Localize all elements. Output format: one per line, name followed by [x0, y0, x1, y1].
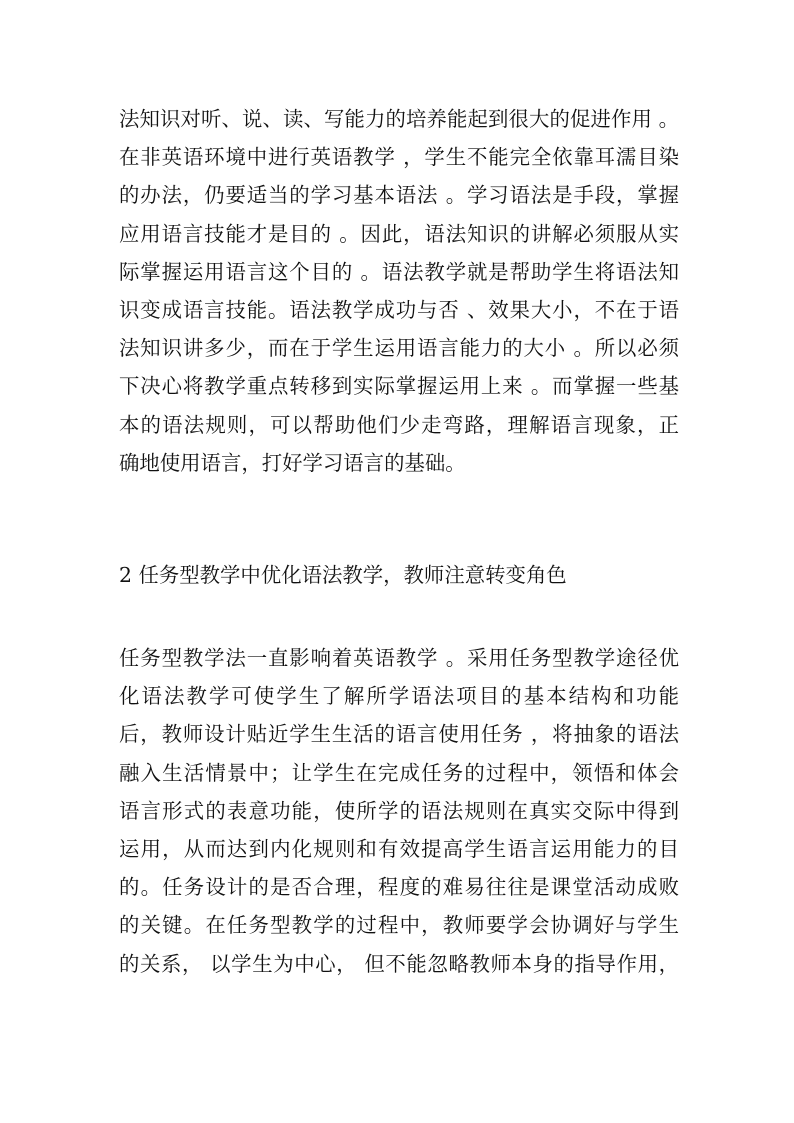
text-line: 法知识讲多少，而在于学生运用语言能力的大小 。所以必须: [119, 336, 679, 361]
section-heading: [119, 556, 679, 594]
text-line: 运用，从而达到内化规则和有效提高学生语言运用能力的目: [119, 836, 679, 861]
text-line: 的关系， 以学生为中心， 但不能忽略教师本身的指导作用，: [119, 951, 679, 976]
text-line: 下决心将教学重点转移到实际掌握运用上来 。而掌握一些基: [119, 374, 679, 399]
text-line: 识变成语言技能。语法教学成功与否 、效果大小，不在于语: [119, 297, 679, 322]
text-line: 的关键。在任务型教学的过程中，教师要学会协调好与学生: [119, 913, 679, 938]
heading-text: 2 任务型教学中优化语法教学，教师注意转变角色: [119, 563, 567, 587]
text-line: 任务型教学法一直影响着英语教学 。采用任务型教学途径优: [119, 646, 679, 670]
text-line: 际掌握运用语言这个目的 。语法教学就是帮助学生将语法知: [119, 259, 679, 284]
text-line: 确地使用语言，打好学习语言的基础。: [119, 450, 466, 475]
text-line: 在非英语环境中进行英语教学 ，学生不能完全依靠耳濡目染: [119, 145, 679, 170]
text-line: 语言形式的表意功能，使所学的语法规则在真实交际中得到: [119, 798, 679, 823]
text-line: 化语法教学可使学生了解所学语法项目的基本结构和功能: [119, 684, 679, 709]
text-line: 后，教师设计贴近学生生活的语言使用任务 ，将抽象的语法: [119, 722, 679, 747]
text-line: 融入生活情景中；让学生在完成任务的过程中，领悟和体会: [119, 760, 679, 785]
text-line: 本的语法规则，可以帮助他们少走弯路，理解语言现象，正: [119, 412, 679, 437]
body-paragraph: [119, 100, 679, 482]
text-line: 的办法，仍要适当的学习基本语法 。学习语法是手段，掌握: [119, 183, 679, 208]
text-line: 应用语言技能才是目的 。因此，语法知识的讲解必须服从实: [119, 221, 679, 246]
text-line: 法知识对听、说、读、写能力的培养能起到很大的促进作用 。: [119, 107, 679, 131]
text-line: 的。任务设计的是否合理，程度的难易往往是课堂活动成败: [119, 875, 679, 900]
body-paragraph: [119, 639, 679, 983]
